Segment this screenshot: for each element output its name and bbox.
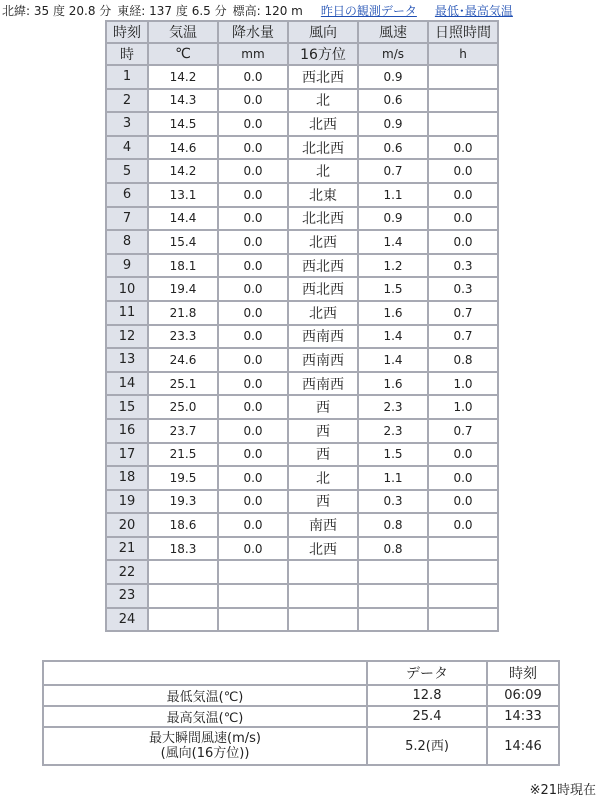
min-max-temp-link[interactable]: 最低･最高気温 xyxy=(434,4,513,18)
cell-sunshine xyxy=(429,609,497,631)
cell-hour: 21 xyxy=(107,538,147,560)
summary-header-label xyxy=(44,662,366,684)
cell-precipitation xyxy=(219,585,287,607)
cell-precipitation: 0.0 xyxy=(219,538,287,560)
cell-sunshine: 0.0 xyxy=(429,231,497,253)
cell-temperature: 19.3 xyxy=(149,491,217,513)
cell-wind-direction: 西 xyxy=(289,444,357,466)
cell-sunshine: 0.0 xyxy=(429,444,497,466)
cell-wind-speed: 2.3 xyxy=(359,420,427,442)
cell-temperature: 25.0 xyxy=(149,396,217,418)
header-temperature: 気温 xyxy=(149,22,217,42)
summary-time: 14:46 xyxy=(488,728,558,764)
cell-wind-speed: 0.6 xyxy=(359,90,427,112)
cell-temperature: 23.3 xyxy=(149,326,217,348)
cell-wind-direction: 北西 xyxy=(289,302,357,324)
cell-wind-direction: 北北西 xyxy=(289,208,357,230)
cell-wind-speed: 0.9 xyxy=(359,113,427,135)
cell-hour: 18 xyxy=(107,467,147,489)
cell-hour: 2 xyxy=(107,90,147,112)
cell-hour: 14 xyxy=(107,373,147,395)
cell-temperature: 14.5 xyxy=(149,113,217,135)
table-units-row xyxy=(107,44,497,64)
cell-precipitation xyxy=(219,609,287,631)
table-row xyxy=(107,491,497,513)
summary-value: 25.4 xyxy=(368,707,486,726)
cell-temperature: 23.7 xyxy=(149,420,217,442)
cell-wind-direction: 北西 xyxy=(289,231,357,253)
cell-wind-direction: 西北西 xyxy=(289,255,357,277)
cell-temperature: 21.5 xyxy=(149,444,217,466)
summary-value: 12.8 xyxy=(368,686,486,705)
cell-precipitation: 0.0 xyxy=(219,137,287,159)
summary-header-row xyxy=(44,662,558,684)
cell-hour: 20 xyxy=(107,514,147,536)
cell-sunshine xyxy=(429,538,497,560)
unit-sunshine: h xyxy=(429,44,497,64)
table-row xyxy=(107,420,497,442)
cell-precipitation: 0.0 xyxy=(219,278,287,300)
cell-hour: 1 xyxy=(107,66,147,88)
table-row xyxy=(107,160,497,182)
table-row xyxy=(107,90,497,112)
cell-sunshine: 1.0 xyxy=(429,396,497,418)
cell-wind-speed: 0.7 xyxy=(359,160,427,182)
cell-wind-direction xyxy=(289,585,357,607)
cell-precipitation: 0.0 xyxy=(219,326,287,348)
cell-wind-speed: 1.4 xyxy=(359,349,427,371)
cell-hour: 22 xyxy=(107,561,147,583)
cell-hour: 11 xyxy=(107,302,147,324)
summary-row-min-temp xyxy=(44,686,558,705)
cell-wind-speed: 1.6 xyxy=(359,373,427,395)
cell-temperature: 14.2 xyxy=(149,160,217,182)
header-time: 時刻 xyxy=(107,22,147,42)
cell-wind-speed: 1.6 xyxy=(359,302,427,324)
cell-temperature xyxy=(149,585,217,607)
summary-label-line2: (風向(16方位)) xyxy=(160,746,250,761)
cell-hour: 13 xyxy=(107,349,147,371)
cell-temperature: 14.4 xyxy=(149,208,217,230)
cell-precipitation: 0.0 xyxy=(219,444,287,466)
cell-hour: 7 xyxy=(107,208,147,230)
cell-precipitation: 0.0 xyxy=(219,66,287,88)
cell-sunshine: 0.3 xyxy=(429,255,497,277)
table-row xyxy=(107,113,497,135)
cell-precipitation: 0.0 xyxy=(219,231,287,253)
cell-wind-direction: 西南西 xyxy=(289,349,357,371)
cell-wind-direction: 北 xyxy=(289,160,357,182)
table-row xyxy=(107,137,497,159)
cell-precipitation: 0.0 xyxy=(219,491,287,513)
cell-precipitation: 0.0 xyxy=(219,514,287,536)
cell-temperature: 18.3 xyxy=(149,538,217,560)
header-precipitation: 降水量 xyxy=(219,22,287,42)
cell-sunshine: 0.0 xyxy=(429,208,497,230)
cell-wind-direction: 北北西 xyxy=(289,137,357,159)
table-row xyxy=(107,585,497,607)
cell-temperature: 14.3 xyxy=(149,90,217,112)
cell-temperature: 24.6 xyxy=(149,349,217,371)
cell-precipitation: 0.0 xyxy=(219,420,287,442)
station-info-bar xyxy=(2,2,600,20)
table-row xyxy=(107,255,497,277)
cell-precipitation: 0.0 xyxy=(219,255,287,277)
altitude-text: 標高: 120 m xyxy=(232,4,303,18)
hourly-observation-table xyxy=(105,20,499,632)
cell-temperature: 19.4 xyxy=(149,278,217,300)
cell-wind-direction xyxy=(289,561,357,583)
header-sunshine: 日照時間 xyxy=(429,22,497,42)
summary-row-max-gust xyxy=(44,728,558,764)
cell-wind-speed xyxy=(359,585,427,607)
summary-label-line1: 最大瞬間風速(m/s) xyxy=(149,731,261,746)
cell-sunshine: 0.0 xyxy=(429,514,497,536)
cell-wind-speed: 0.8 xyxy=(359,538,427,560)
table-row xyxy=(107,514,497,536)
cell-hour: 15 xyxy=(107,396,147,418)
cell-wind-speed: 1.2 xyxy=(359,255,427,277)
cell-wind-direction: 北西 xyxy=(289,113,357,135)
cell-wind-speed: 1.4 xyxy=(359,231,427,253)
table-row xyxy=(107,326,497,348)
cell-wind-direction: 南西 xyxy=(289,514,357,536)
cell-hour: 4 xyxy=(107,137,147,159)
cell-hour: 12 xyxy=(107,326,147,348)
cell-hour: 9 xyxy=(107,255,147,277)
cell-hour: 10 xyxy=(107,278,147,300)
unit-wind-speed: m/s xyxy=(359,44,427,64)
cell-wind-speed: 1.1 xyxy=(359,184,427,206)
as-of-note: ※21時現在 xyxy=(529,783,596,798)
unit-precipitation: mm xyxy=(219,44,287,64)
cell-wind-speed: 1.4 xyxy=(359,326,427,348)
unit-wind-direction: 16方位 xyxy=(289,44,357,64)
cell-sunshine: 0.0 xyxy=(429,491,497,513)
table-row xyxy=(107,538,497,560)
unit-temperature: ℃ xyxy=(149,44,217,64)
table-row xyxy=(107,231,497,253)
cell-hour: 3 xyxy=(107,113,147,135)
table-row xyxy=(107,184,497,206)
cell-temperature: 13.1 xyxy=(149,184,217,206)
cell-wind-direction: 西北西 xyxy=(289,278,357,300)
cell-sunshine: 0.0 xyxy=(429,184,497,206)
longitude-text: 東経: 137 度 6.5 分 xyxy=(117,4,227,18)
table-row xyxy=(107,278,497,300)
cell-precipitation: 0.0 xyxy=(219,349,287,371)
cell-precipitation: 0.0 xyxy=(219,467,287,489)
cell-wind-direction: 西北西 xyxy=(289,66,357,88)
cell-hour: 17 xyxy=(107,444,147,466)
header-wind-speed: 風速 xyxy=(359,22,427,42)
cell-sunshine xyxy=(429,66,497,88)
summary-label xyxy=(44,728,366,764)
cell-sunshine xyxy=(429,113,497,135)
cell-wind-speed: 0.9 xyxy=(359,208,427,230)
cell-sunshine: 0.0 xyxy=(429,160,497,182)
cell-sunshine xyxy=(429,561,497,583)
yesterday-data-link[interactable]: 昨日の観測データ xyxy=(320,4,417,18)
cell-precipitation xyxy=(219,561,287,583)
cell-wind-speed: 0.8 xyxy=(359,514,427,536)
cell-wind-direction: 西南西 xyxy=(289,326,357,348)
cell-temperature: 18.6 xyxy=(149,514,217,536)
cell-wind-speed: 1.5 xyxy=(359,278,427,300)
cell-temperature: 19.5 xyxy=(149,467,217,489)
cell-hour: 6 xyxy=(107,184,147,206)
table-row xyxy=(107,561,497,583)
table-row xyxy=(107,467,497,489)
table-row xyxy=(107,66,497,88)
summary-header-data: データ xyxy=(368,662,486,684)
cell-sunshine: 0.7 xyxy=(429,302,497,324)
summary-row-max-temp xyxy=(44,707,558,726)
table-header-row xyxy=(107,22,497,42)
cell-temperature: 14.2 xyxy=(149,66,217,88)
cell-sunshine: 0.3 xyxy=(429,278,497,300)
table-row xyxy=(107,373,497,395)
cell-precipitation: 0.0 xyxy=(219,113,287,135)
cell-sunshine: 0.7 xyxy=(429,420,497,442)
summary-label: 最低気温(℃) xyxy=(44,686,366,705)
summary-value: 5.2(西) xyxy=(368,728,486,764)
cell-wind-speed: 1.5 xyxy=(359,444,427,466)
cell-temperature xyxy=(149,609,217,631)
cell-sunshine: 0.0 xyxy=(429,137,497,159)
table-row xyxy=(107,349,497,371)
cell-temperature: 18.1 xyxy=(149,255,217,277)
table-row xyxy=(107,302,497,324)
cell-sunshine: 0.8 xyxy=(429,349,497,371)
latitude-text: 北緯: 35 度 20.8 分 xyxy=(2,4,112,18)
cell-precipitation: 0.0 xyxy=(219,160,287,182)
cell-wind-speed: 0.9 xyxy=(359,66,427,88)
cell-wind-direction: 西 xyxy=(289,420,357,442)
cell-wind-speed: 0.6 xyxy=(359,137,427,159)
cell-temperature: 15.4 xyxy=(149,231,217,253)
table-row xyxy=(107,208,497,230)
cell-wind-speed: 2.3 xyxy=(359,396,427,418)
summary-time: 14:33 xyxy=(488,707,558,726)
summary-time: 06:09 xyxy=(488,686,558,705)
cell-hour: 23 xyxy=(107,585,147,607)
cell-wind-direction: 北 xyxy=(289,90,357,112)
summary-header-time: 時刻 xyxy=(488,662,558,684)
cell-sunshine: 0.7 xyxy=(429,326,497,348)
cell-wind-speed: 1.1 xyxy=(359,467,427,489)
cell-precipitation: 0.0 xyxy=(219,208,287,230)
cell-precipitation: 0.0 xyxy=(219,90,287,112)
cell-sunshine xyxy=(429,90,497,112)
cell-precipitation: 0.0 xyxy=(219,373,287,395)
cell-wind-speed xyxy=(359,609,427,631)
cell-hour: 5 xyxy=(107,160,147,182)
cell-wind-direction: 北西 xyxy=(289,538,357,560)
table-row xyxy=(107,609,497,631)
table-row xyxy=(107,396,497,418)
cell-sunshine: 0.0 xyxy=(429,467,497,489)
cell-wind-direction: 西 xyxy=(289,491,357,513)
cell-hour: 16 xyxy=(107,420,147,442)
cell-temperature: 14.6 xyxy=(149,137,217,159)
cell-wind-direction: 西 xyxy=(289,396,357,418)
cell-hour: 24 xyxy=(107,609,147,631)
cell-sunshine: 1.0 xyxy=(429,373,497,395)
cell-temperature: 25.1 xyxy=(149,373,217,395)
cell-wind-speed: 0.3 xyxy=(359,491,427,513)
cell-temperature: 21.8 xyxy=(149,302,217,324)
cell-wind-direction xyxy=(289,609,357,631)
daily-summary-table xyxy=(42,660,560,766)
cell-precipitation: 0.0 xyxy=(219,302,287,324)
cell-sunshine xyxy=(429,585,497,607)
header-wind-direction: 風向 xyxy=(289,22,357,42)
cell-hour: 19 xyxy=(107,491,147,513)
cell-temperature xyxy=(149,561,217,583)
cell-hour: 8 xyxy=(107,231,147,253)
summary-label: 最高気温(℃) xyxy=(44,707,366,726)
cell-wind-direction: 西南西 xyxy=(289,373,357,395)
cell-precipitation: 0.0 xyxy=(219,184,287,206)
table-row xyxy=(107,444,497,466)
cell-wind-direction: 北東 xyxy=(289,184,357,206)
unit-time: 時 xyxy=(107,44,147,64)
cell-wind-speed xyxy=(359,561,427,583)
cell-precipitation: 0.0 xyxy=(219,396,287,418)
cell-wind-direction: 北 xyxy=(289,467,357,489)
